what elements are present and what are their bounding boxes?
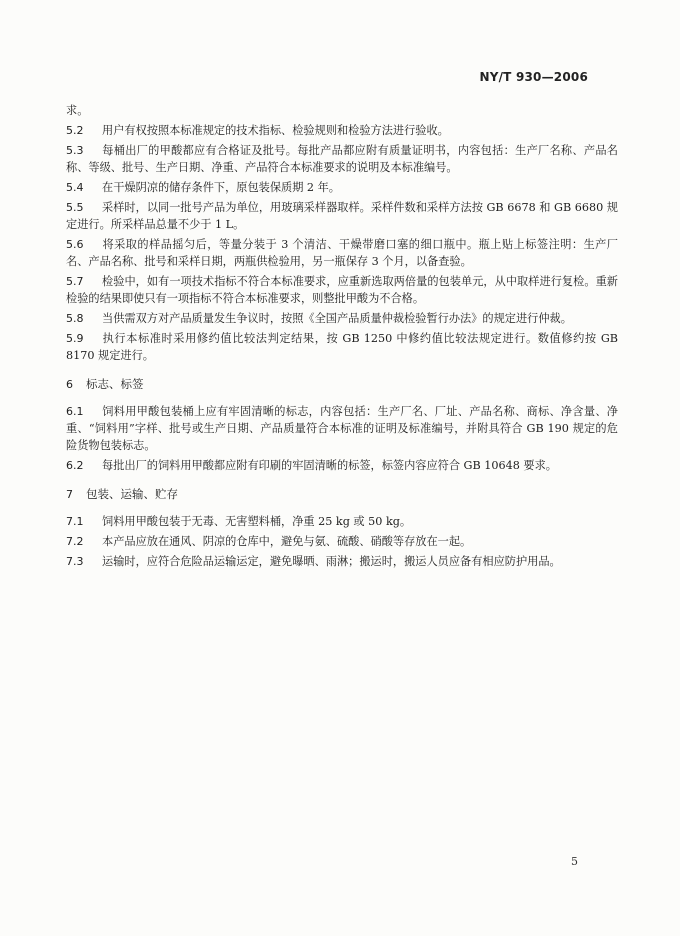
section-number: 7 xyxy=(66,488,73,501)
clause-number: 5.8 xyxy=(66,312,84,325)
section-6-heading xyxy=(66,376,618,393)
clause-number: 5.9 xyxy=(66,332,84,345)
clause-6-2 xyxy=(66,457,618,474)
section-title: 标志、标签 xyxy=(86,377,144,391)
clause-5-2 xyxy=(66,122,618,139)
page-number: 5 xyxy=(571,855,578,868)
clause-number: 6.2 xyxy=(66,459,84,472)
clause-text: 运输时，应符合危险品运输运定，避免曝晒、雨淋；搬运时，搬运人员应备有相应防护用品。 xyxy=(102,555,561,568)
clause-text: 每批出厂的饲料用甲酸都应附有印刷的牢固清晰的标签，标签内容应符合 GB 10648 要求。 xyxy=(102,459,557,472)
clause-6-1 xyxy=(66,403,618,454)
clause-5-9 xyxy=(66,330,618,364)
clauses-section-5 xyxy=(66,122,618,364)
clause-number: 5.6 xyxy=(66,238,84,251)
clause-number: 5.2 xyxy=(66,124,84,137)
clause-number: 5.5 xyxy=(66,201,84,214)
continuation-text: 求。 xyxy=(66,104,89,117)
section-7-heading xyxy=(66,486,618,503)
clause-5-4 xyxy=(66,179,618,196)
clause-text: 采样时，以同一批号产品为单位，用玻璃采样器取样。采样件数和采样方法按 GB 6678 和 GB 6680 规定进行。所采样品总量不少于 1 L。 xyxy=(66,201,618,231)
clause-number: 5.4 xyxy=(66,181,84,194)
clause-number: 5.7 xyxy=(66,275,84,288)
clause-text: 每桶出厂的甲酸都应有合格证及批号。每批产品都应附有质量证明书，内容包括：生产厂名称、产品名称、等级、批号、生产日期、净重、产品符合本标准要求的说明及本标准编号。 xyxy=(66,144,618,174)
clause-text: 本产品应放在通风、阴凉的仓库中，避免与氨、硫酸、硝酸等存放在一起。 xyxy=(102,535,472,548)
document-body xyxy=(66,102,618,573)
clauses-section-6 xyxy=(66,403,618,474)
clause-number: 7.2 xyxy=(66,535,84,548)
clause-5-6 xyxy=(66,236,618,270)
section-number: 6 xyxy=(66,378,73,391)
clause-5-7 xyxy=(66,273,618,307)
clause-text: 将采取的样品摇匀后，等量分装于 3 个清洁、干燥带磨口塞的细口瓶中。瓶上贴上标签注明：生产厂名、产品名称、批号和采样日期，两瓶供检验用，另一瓶保存 3 个月，以备查验。 xyxy=(66,238,618,268)
clause-text: 检验中，如有一项技术指标不符合本标准要求，应重新选取两倍量的包装单元，从中取样进行复检。重新检验的结果即使只有一项指标不符合本标准要求，则整批甲酸为不合格。 xyxy=(66,275,618,305)
clause-7-3 xyxy=(66,553,618,570)
clause-5-5 xyxy=(66,199,618,233)
section-title: 包装、运输、贮存 xyxy=(86,487,178,501)
clause-text: 饲料用甲酸包装于无毒、无害塑料桶，净重 25 kg 或 50 kg。 xyxy=(102,515,412,528)
standard-code: NY/T 930—2006 xyxy=(479,70,588,84)
clause-5-8 xyxy=(66,310,618,327)
clause-7-1 xyxy=(66,513,618,530)
clause-text: 当供需双方对产品质量发生争议时，按照《全国产品质量仲裁检验暂行办法》的规定进行仲裁。 xyxy=(102,312,572,325)
clause-number: 5.3 xyxy=(66,144,84,157)
clause-text: 在干燥阴凉的储存条件下，原包装保质期 2 年。 xyxy=(102,181,340,194)
clause-text: 用户有权按照本标准规定的技术指标、检验规则和检验方法进行验收。 xyxy=(102,124,449,137)
clause-5-3 xyxy=(66,142,618,176)
clause-number: 7.1 xyxy=(66,515,84,528)
clause-7-2 xyxy=(66,533,618,550)
clause-number: 7.3 xyxy=(66,555,84,568)
clause-text: 执行本标准时采用修约值比较法判定结果，按 GB 1250 中修约值比较法规定进行。数值修约按 GB 8170 规定进行。 xyxy=(66,332,618,362)
clause-number: 6.1 xyxy=(66,405,84,418)
clauses-section-7 xyxy=(66,513,618,570)
clause-text: 饲料用甲酸包装桶上应有牢固清晰的标志，内容包括：生产厂名、厂址、产品名称、商标、净含量、净重、“饲料用”字样、批号或生产日期、产品质量符合本标准的证明及标准编号，并附具符合 GB 190 规定的危险货物包装标志。 xyxy=(66,405,618,452)
